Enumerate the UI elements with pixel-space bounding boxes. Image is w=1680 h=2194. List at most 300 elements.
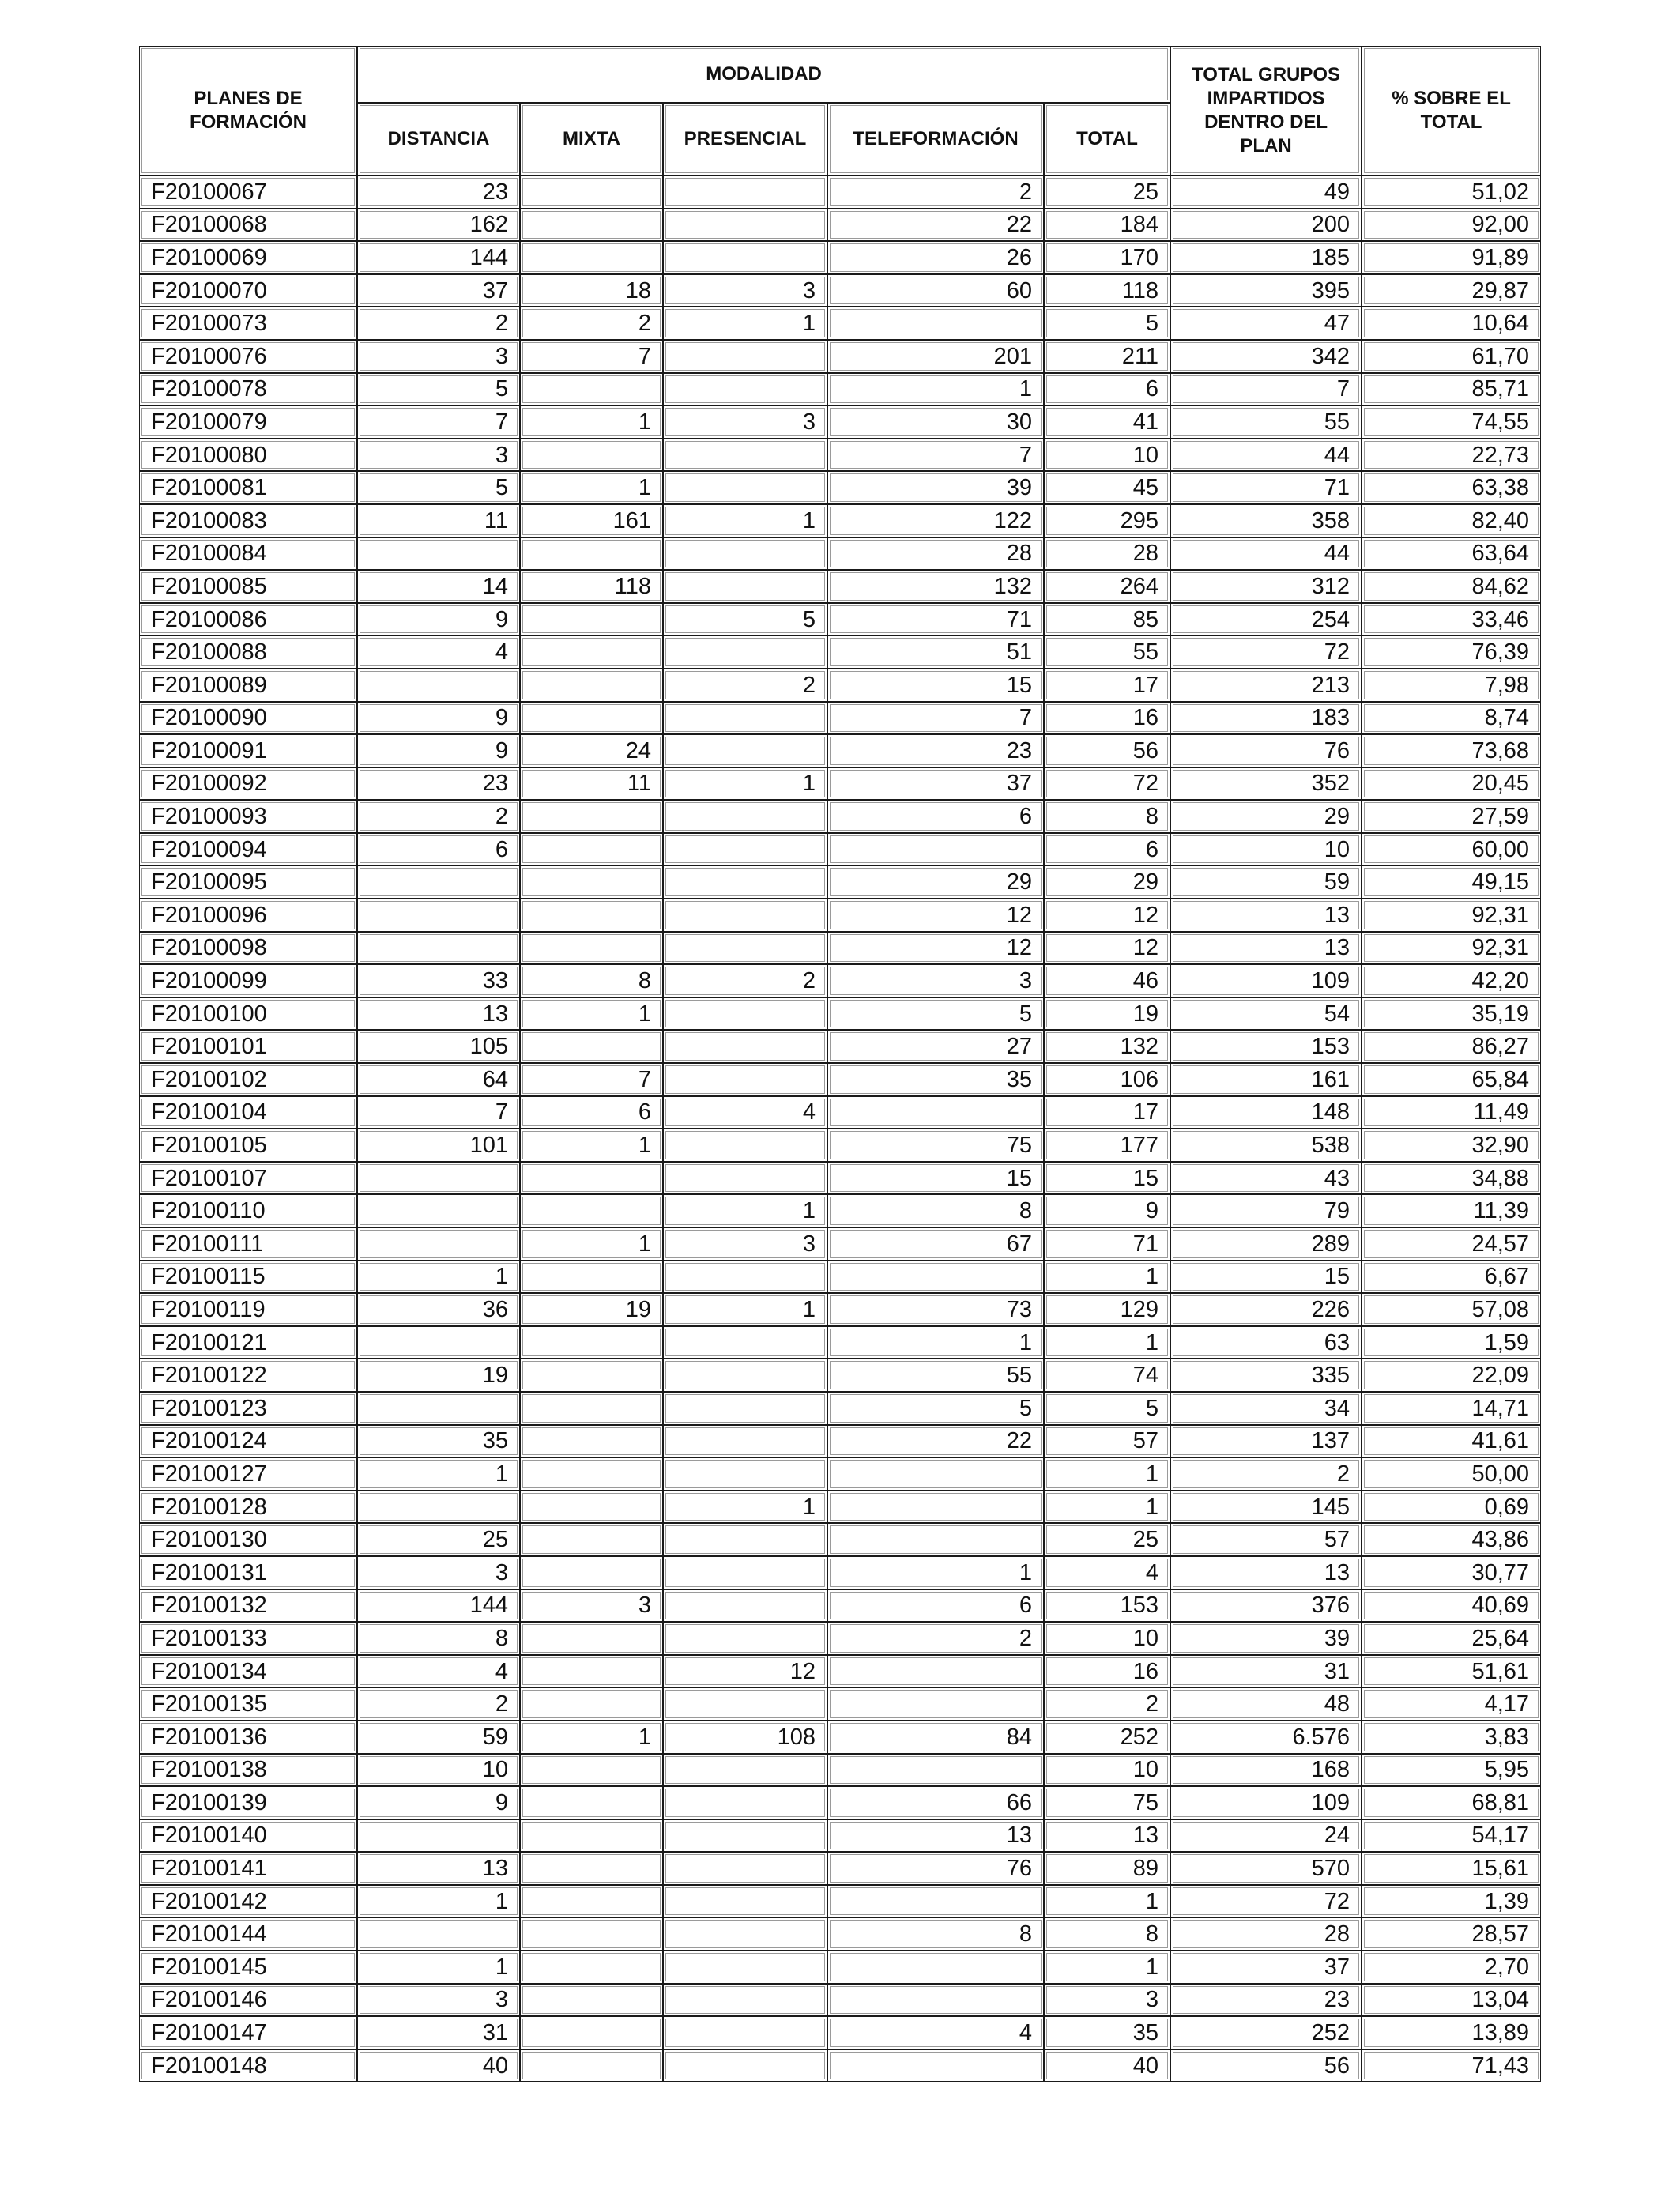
cell-percent: 86,27 [1362,1030,1541,1063]
cell-mixta: 1 [520,471,663,504]
cell-total: 17 [1044,669,1170,702]
cell-total: 45 [1044,471,1170,504]
cell-presencial: 108 [663,1721,827,1754]
cell-presencial [663,800,827,833]
cell-teleformacion [827,1491,1044,1524]
cell-total-grupos: 13 [1170,932,1362,965]
cell-presencial [663,734,827,767]
cell-total: 2 [1044,1687,1170,1721]
cell-teleformacion: 132 [827,570,1044,603]
cell-presencial: 5 [663,603,827,636]
cell-percent: 22,09 [1362,1359,1541,1392]
cell-presencial [663,241,827,274]
cell-plan: F20100094 [139,833,357,866]
cell-total: 264 [1044,570,1170,603]
cell-total-grupos: 79 [1170,1194,1362,1227]
cell-percent: 34,88 [1362,1162,1541,1195]
cell-teleformacion [827,2049,1044,2083]
cell-distancia [357,1819,520,1853]
cell-percent: 74,55 [1362,405,1541,439]
cell-teleformacion: 27 [827,1030,1044,1063]
cell-teleformacion: 22 [827,1425,1044,1458]
cell-presencial [663,570,827,603]
cell-total: 75 [1044,1786,1170,1819]
cell-mixta: 1 [520,997,663,1031]
cell-plan: F20100127 [139,1457,357,1491]
cell-mixta: 3 [520,1589,663,1623]
table-header [139,46,1541,175]
table-row [139,669,1541,702]
cell-presencial [663,1754,827,1787]
cell-mixta: 24 [520,734,663,767]
cell-teleformacion: 30 [827,405,1044,439]
cell-total-grupos: 10 [1170,833,1362,866]
cell-distancia: 3 [357,1556,520,1589]
cell-total-grupos: 168 [1170,1754,1362,1787]
cell-total-grupos: 29 [1170,800,1362,833]
cell-teleformacion: 8 [827,1917,1044,1951]
table-row [139,1951,1541,1984]
cell-plan: F20100124 [139,1425,357,1458]
cell-percent: 28,57 [1362,1917,1541,1951]
cell-mixta: 1 [520,1721,663,1754]
cell-teleformacion [827,1885,1044,1918]
table-row [139,1293,1541,1326]
cell-percent: 43,86 [1362,1523,1541,1556]
cell-mixta [520,1819,663,1853]
cell-plan: F20100123 [139,1392,357,1425]
cell-mixta [520,1457,663,1491]
cell-total-grupos: 39 [1170,1622,1362,1655]
cell-distancia: 9 [357,1786,520,1819]
table-row [139,175,1541,209]
cell-mixta [520,537,663,571]
cell-presencial: 3 [663,1227,827,1261]
cell-percent: 8,74 [1362,702,1541,735]
table-row [139,800,1541,833]
cell-plan: F20100128 [139,1491,357,1524]
table-row [139,2016,1541,2049]
table-row [139,1425,1541,1458]
cell-total-grupos: 23 [1170,1984,1362,2017]
cell-teleformacion: 73 [827,1293,1044,1326]
cell-total-grupos: 48 [1170,1687,1362,1721]
cell-teleformacion: 35 [827,1063,1044,1096]
cell-distancia [357,1917,520,1951]
cell-mixta [520,1523,663,1556]
cell-total-grupos: 76 [1170,734,1362,767]
cell-plan: F20100079 [139,405,357,439]
cell-plan: F20100142 [139,1885,357,1918]
cell-plan: F20100102 [139,1063,357,1096]
header-distancia: DISTANCIA [357,103,520,175]
cell-presencial [663,1951,827,1984]
cell-teleformacion: 2 [827,175,1044,209]
cell-distancia: 11 [357,504,520,537]
cell-total: 16 [1044,1655,1170,1688]
cell-plan: F20100068 [139,209,357,242]
cell-plan: F20100095 [139,865,357,899]
cell-total: 12 [1044,932,1170,965]
cell-teleformacion [827,1523,1044,1556]
cell-presencial [663,209,827,242]
table-row [139,1359,1541,1392]
header-teleformacion: TELEFORMACIÓN [827,103,1044,175]
cell-distancia: 144 [357,1589,520,1623]
cell-percent: 54,17 [1362,1819,1541,1853]
cell-plan: F20100088 [139,635,357,669]
cell-plan: F20100078 [139,373,357,406]
cell-mixta [520,1622,663,1655]
table-row [139,1261,1541,1294]
table-row [139,865,1541,899]
cell-plan: F20100107 [139,1162,357,1195]
cell-mixta [520,2016,663,2049]
cell-total: 71 [1044,1227,1170,1261]
cell-teleformacion [827,1984,1044,2017]
table-row [139,603,1541,636]
cell-presencial [663,833,827,866]
cell-distancia: 3 [357,439,520,472]
cell-distancia: 5 [357,373,520,406]
cell-total-grupos: 44 [1170,439,1362,472]
cell-presencial [663,1556,827,1589]
cell-mixta [520,1030,663,1063]
cell-distancia: 7 [357,405,520,439]
cell-percent: 25,64 [1362,1622,1541,1655]
cell-total: 15 [1044,1162,1170,1195]
cell-presencial [663,1984,827,2017]
cell-percent: 50,00 [1362,1457,1541,1491]
cell-presencial [663,1885,827,1918]
cell-total-grupos: 72 [1170,1885,1362,1918]
cell-distancia: 13 [357,997,520,1031]
header-mixta: MIXTA [520,103,663,175]
cell-plan: F20100073 [139,307,357,340]
cell-presencial: 1 [663,1194,827,1227]
cell-total-grupos: 254 [1170,603,1362,636]
cell-total-grupos: 352 [1170,767,1362,801]
table-row [139,767,1541,801]
cell-total: 55 [1044,635,1170,669]
cell-total-grupos: 148 [1170,1096,1362,1129]
table-row [139,340,1541,373]
table-row [139,1392,1541,1425]
cell-mixta [520,1359,663,1392]
cell-mixta [520,1655,663,1688]
cell-percent: 32,90 [1362,1129,1541,1162]
cell-presencial [663,1457,827,1491]
cell-total-grupos: 145 [1170,1491,1362,1524]
cell-percent: 13,89 [1362,2016,1541,2049]
table-row [139,1129,1541,1162]
cell-teleformacion [827,1655,1044,1688]
cell-distancia [357,669,520,702]
cell-percent: 10,64 [1362,307,1541,340]
cell-presencial [663,1261,827,1294]
cell-mixta [520,1425,663,1458]
table-row [139,1754,1541,1787]
cell-total: 252 [1044,1721,1170,1754]
cell-presencial [663,635,827,669]
cell-distancia: 2 [357,307,520,340]
cell-mixta: 1 [520,405,663,439]
table-row [139,964,1541,997]
cell-total-grupos: 13 [1170,1556,1362,1589]
cell-teleformacion: 5 [827,1392,1044,1425]
cell-total: 184 [1044,209,1170,242]
cell-teleformacion [827,1951,1044,1984]
cell-total: 12 [1044,899,1170,932]
cell-teleformacion: 12 [827,899,1044,932]
cell-percent: 40,69 [1362,1589,1541,1623]
cell-presencial: 3 [663,274,827,307]
cell-presencial [663,471,827,504]
cell-plan: F20100092 [139,767,357,801]
cell-total: 118 [1044,274,1170,307]
cell-teleformacion [827,1687,1044,1721]
cell-percent: 65,84 [1362,1063,1541,1096]
cell-plan: F20100069 [139,241,357,274]
table-row [139,1786,1541,1819]
cell-total-grupos: 226 [1170,1293,1362,1326]
cell-total: 5 [1044,1392,1170,1425]
cell-plan: F20100131 [139,1556,357,1589]
cell-plan: F20100110 [139,1194,357,1227]
cell-total: 19 [1044,997,1170,1031]
cell-total: 72 [1044,767,1170,801]
cell-presencial [663,1425,827,1458]
cell-total-grupos: 153 [1170,1030,1362,1063]
cell-mixta [520,1917,663,1951]
cell-percent: 76,39 [1362,635,1541,669]
cell-distancia: 1 [357,1885,520,1918]
cell-mixta: 1 [520,1129,663,1162]
cell-total-grupos: 335 [1170,1359,1362,1392]
cell-teleformacion [827,307,1044,340]
cell-plan: F20100119 [139,1293,357,1326]
cell-total-grupos: 6.576 [1170,1721,1362,1754]
cell-total: 1 [1044,1261,1170,1294]
cell-teleformacion [827,833,1044,866]
cell-distancia: 2 [357,1687,520,1721]
cell-total-grupos: 213 [1170,669,1362,702]
cell-presencial [663,865,827,899]
cell-plan: F20100145 [139,1951,357,1984]
cell-presencial [663,1392,827,1425]
cell-percent: 13,04 [1362,1984,1541,2017]
cell-distancia: 1 [357,1951,520,1984]
cell-mixta [520,1194,663,1227]
cell-teleformacion: 4 [827,2016,1044,2049]
cell-teleformacion: 13 [827,1819,1044,1853]
cell-presencial: 1 [663,1491,827,1524]
cell-mixta [520,1162,663,1195]
cell-presencial [663,1129,827,1162]
cell-total-grupos: 13 [1170,899,1362,932]
cell-total: 25 [1044,1523,1170,1556]
cell-teleformacion: 55 [827,1359,1044,1392]
cell-percent: 92,31 [1362,932,1541,965]
cell-percent: 61,70 [1362,340,1541,373]
table-row [139,1819,1541,1853]
cell-distancia [357,899,520,932]
cell-teleformacion: 7 [827,439,1044,472]
cell-percent: 27,59 [1362,800,1541,833]
cell-plan: F20100146 [139,1984,357,2017]
cell-total: 29 [1044,865,1170,899]
cell-plan: F20100096 [139,899,357,932]
cell-plan: F20100067 [139,175,357,209]
cell-presencial: 2 [663,964,827,997]
cell-teleformacion [827,1096,1044,1129]
cell-presencial: 12 [663,1655,827,1688]
cell-teleformacion: 6 [827,800,1044,833]
cell-total: 132 [1044,1030,1170,1063]
cell-total: 295 [1044,504,1170,537]
cell-presencial [663,1852,827,1885]
cell-mixta: 2 [520,307,663,340]
cell-mixta: 7 [520,1063,663,1096]
table-row [139,1194,1541,1227]
cell-total-grupos: 71 [1170,471,1362,504]
cell-plan: F20100080 [139,439,357,472]
cell-percent: 41,61 [1362,1425,1541,1458]
cell-total: 28 [1044,537,1170,571]
cell-plan: F20100098 [139,932,357,965]
cell-presencial [663,1030,827,1063]
cell-percent: 51,61 [1362,1655,1541,1688]
cell-plan: F20100132 [139,1589,357,1623]
cell-total-grupos: 37 [1170,1951,1362,1984]
table-row [139,1622,1541,1655]
cell-total: 153 [1044,1589,1170,1623]
cell-total-grupos: 570 [1170,1852,1362,1885]
cell-total-grupos: 44 [1170,537,1362,571]
cell-percent: 7,98 [1362,669,1541,702]
cell-mixta [520,373,663,406]
cell-presencial [663,340,827,373]
cell-mixta [520,1852,663,1885]
table-row [139,1227,1541,1261]
cell-percent: 3,83 [1362,1721,1541,1754]
cell-teleformacion [827,1261,1044,1294]
cell-teleformacion: 1 [827,373,1044,406]
cell-mixta [520,669,663,702]
cell-mixta [520,635,663,669]
cell-total-grupos: 312 [1170,570,1362,603]
table-row [139,1917,1541,1951]
cell-total: 177 [1044,1129,1170,1162]
cell-percent: 5,95 [1362,1754,1541,1787]
cell-total: 85 [1044,603,1170,636]
cell-plan: F20100091 [139,734,357,767]
cell-percent: 92,00 [1362,209,1541,242]
cell-mixta: 118 [520,570,663,603]
cell-plan: F20100090 [139,702,357,735]
cell-presencial: 1 [663,767,827,801]
cell-percent: 29,87 [1362,274,1541,307]
cell-mixta [520,1556,663,1589]
table-row [139,504,1541,537]
cell-total: 17 [1044,1096,1170,1129]
cell-presencial [663,1326,827,1359]
table-row [139,635,1541,669]
cell-presencial [663,1687,827,1721]
cell-presencial [663,1622,827,1655]
cell-plan: F20100121 [139,1326,357,1359]
cell-plan: F20100147 [139,2016,357,2049]
cell-mixta [520,1491,663,1524]
cell-total: 4 [1044,1556,1170,1589]
table-row [139,241,1541,274]
cell-percent: 68,81 [1362,1786,1541,1819]
cell-percent: 49,15 [1362,865,1541,899]
cell-presencial: 1 [663,1293,827,1326]
cell-percent: 92,31 [1362,899,1541,932]
cell-total-grupos: 252 [1170,2016,1362,2049]
header-total: TOTAL [1044,103,1170,175]
cell-total-grupos: 161 [1170,1063,1362,1096]
cell-plan: F20100081 [139,471,357,504]
cell-distancia [357,1162,520,1195]
cell-teleformacion: 26 [827,241,1044,274]
cell-distancia: 36 [357,1293,520,1326]
cell-distancia: 64 [357,1063,520,1096]
cell-plan: F20100076 [139,340,357,373]
cell-plan: F20100144 [139,1917,357,1951]
cell-teleformacion: 2 [827,1622,1044,1655]
cell-teleformacion: 71 [827,603,1044,636]
table-row [139,932,1541,965]
cell-total: 3 [1044,1984,1170,2017]
cell-mixta [520,899,663,932]
cell-total: 1 [1044,1885,1170,1918]
cell-teleformacion: 6 [827,1589,1044,1623]
cell-total: 8 [1044,800,1170,833]
cell-mixta [520,932,663,965]
table-row [139,373,1541,406]
cell-distancia: 1 [357,1457,520,1491]
cell-teleformacion: 67 [827,1227,1044,1261]
cell-total: 6 [1044,833,1170,866]
cell-presencial [663,702,827,735]
cell-distancia: 5 [357,471,520,504]
cell-teleformacion: 29 [827,865,1044,899]
cell-total: 1 [1044,1457,1170,1491]
cell-percent: 71,43 [1362,2049,1541,2083]
cell-percent: 63,64 [1362,537,1541,571]
cell-mixta [520,702,663,735]
cell-percent: 63,38 [1362,471,1541,504]
cell-percent: 35,19 [1362,997,1541,1031]
cell-teleformacion: 84 [827,1721,1044,1754]
cell-plan: F20100138 [139,1754,357,1787]
table-row [139,1984,1541,2017]
cell-plan: F20100130 [139,1523,357,1556]
cell-total: 5 [1044,307,1170,340]
cell-mixta [520,1754,663,1787]
cell-mixta [520,603,663,636]
cell-presencial [663,439,827,472]
cell-teleformacion: 122 [827,504,1044,537]
cell-mixta: 1 [520,1227,663,1261]
cell-teleformacion: 7 [827,702,1044,735]
cell-distancia: 9 [357,734,520,767]
table-row [139,1721,1541,1754]
cell-distancia: 3 [357,1984,520,2017]
cell-total: 41 [1044,405,1170,439]
